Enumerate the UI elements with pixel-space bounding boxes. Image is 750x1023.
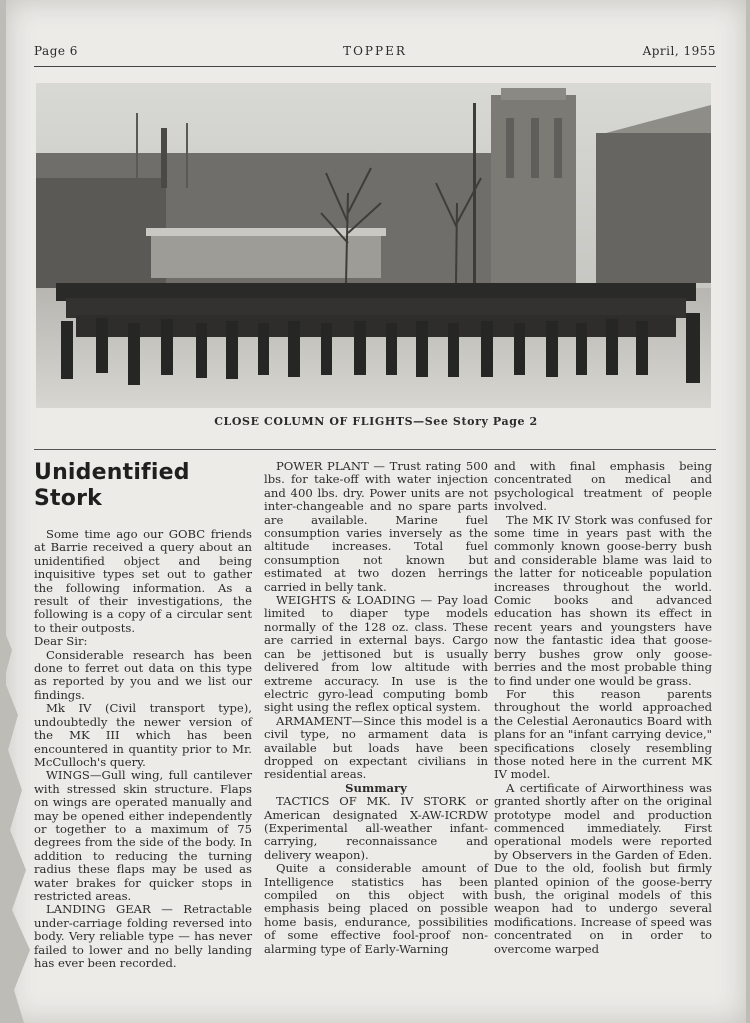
paragraph: LANDING GEAR — Retractable under-carriage folding reversed into body. Very reliable type — has never failed to lower and no belly landing has ever been recorded. bbox=[34, 902, 252, 970]
column-1 bbox=[34, 460, 252, 970]
paragraph: TACTICS OF MK. IV STORK or American designated X-AW-ICRDW (Experimental all-weather infant-carrying, reconnaissance and delivery weapon). bbox=[264, 794, 488, 862]
issue-date: April, 1955 bbox=[642, 44, 716, 58]
column-2 bbox=[264, 460, 488, 956]
paragraph: Quite a considerable amount of Intelligence statistics has been compiled on this object with emphasis being placed on possible home basis, endurance, possibilities of some effective fool-proof non-alarming type of Early-Warning bbox=[264, 861, 488, 956]
column-3 bbox=[494, 460, 712, 956]
publication-name: TOPPER bbox=[343, 44, 407, 58]
paragraph: The MK IV Stork was confused for some time in years past with the commonly known goose-berry bush and considerable blame was laid to the latter for noticeable population increases throughout the world. Comic books and advanced education has shown its effect in recent years and youngsters have now the fantastic idea that goose-berry bushes grow only goose-berries and the most probable thing to find under one would be grass. bbox=[494, 512, 712, 688]
paragraph: Some time ago our GOBC friends at Barrie received a query about an unidentified object and being inquisitive types set out to gather the following information. As a result of their investigations, the following is a copy of a circular sent to their outposts. bbox=[34, 527, 252, 635]
paragraph: ARMAMENT—Since this model is a civil type, no armament data is available but loads have been dropped on expectant civilians in residential areas. bbox=[264, 713, 488, 782]
page-header bbox=[34, 44, 716, 64]
parade-photo bbox=[36, 83, 711, 408]
article-title: Unidentified Stork bbox=[34, 460, 190, 511]
header-rule bbox=[34, 66, 716, 67]
paragraph: Mk IV (Civil transport type), undoubtedly the newer version of the MK III which has been encountered in quantity prior to Mr. McCulloch's query. bbox=[34, 701, 252, 769]
page bbox=[6, 0, 746, 1023]
paragraph: A certificate of Airworthiness was granted shortly after on the original prototype model and production commenced immediately. First operational models were reported by Observers in the Garden of Eden. Due to the old, foolish but firmly planted opinion of the goose-berry bush, the original models of this weapon had to undergo several modifications. Increase of speed was concentrated on in order to overcome warped bbox=[494, 780, 712, 956]
summary-heading: Summary bbox=[345, 780, 407, 795]
salutation: Dear Sir: bbox=[34, 634, 88, 649]
section-rule bbox=[34, 449, 716, 450]
paragraph: and with final emphasis being concentrated on medical and psychological treatment of people involved. bbox=[494, 459, 712, 514]
photo-caption: CLOSE COLUMN OF FLIGHTS—See Story Page 2 bbox=[214, 415, 538, 428]
paragraph: WEIGHTS & LOADING — Pay load limited to diaper type models normally of the 128 oz. class. These are carried in external bays. Cargo can be jettisoned but is usually delivered from low altitude with extreme accuracy. In use is the electric gyro-lead computing bomb sight using the reflex optical system. bbox=[264, 593, 488, 715]
paragraph: WINGS—Gull wing, full cantilever with stressed skin structure. Flaps on wings are operated manually and may be opened either independently or together to a maximum of 75 degrees from the side of the body. In addition to reducing the turning radius these flaps may be used as water brakes for quicker stops in restricted areas. bbox=[34, 768, 252, 903]
paragraph: POWER PLANT — Trust rating 500 lbs. for take-off with water injection and 400 lbs. dry. Power units are not inter-changeable and no spare parts are available. Marine fuel consumption varies inversely as the altitude increases. Total fuel consumption not known but estimated at two dozen herrings carried in belly tank. bbox=[264, 459, 488, 594]
page-number: Page 6 bbox=[34, 44, 78, 58]
paragraph: For this reason parents throughout the world approached the Celestial Aeronautics Board with plans for an "infant carrying device," specifications closely resembling those noted here in the current MK IV model. bbox=[494, 686, 712, 782]
paragraph: Considerable research has been done to ferret out data on this type as reported by you and we list our findings. bbox=[34, 647, 252, 702]
